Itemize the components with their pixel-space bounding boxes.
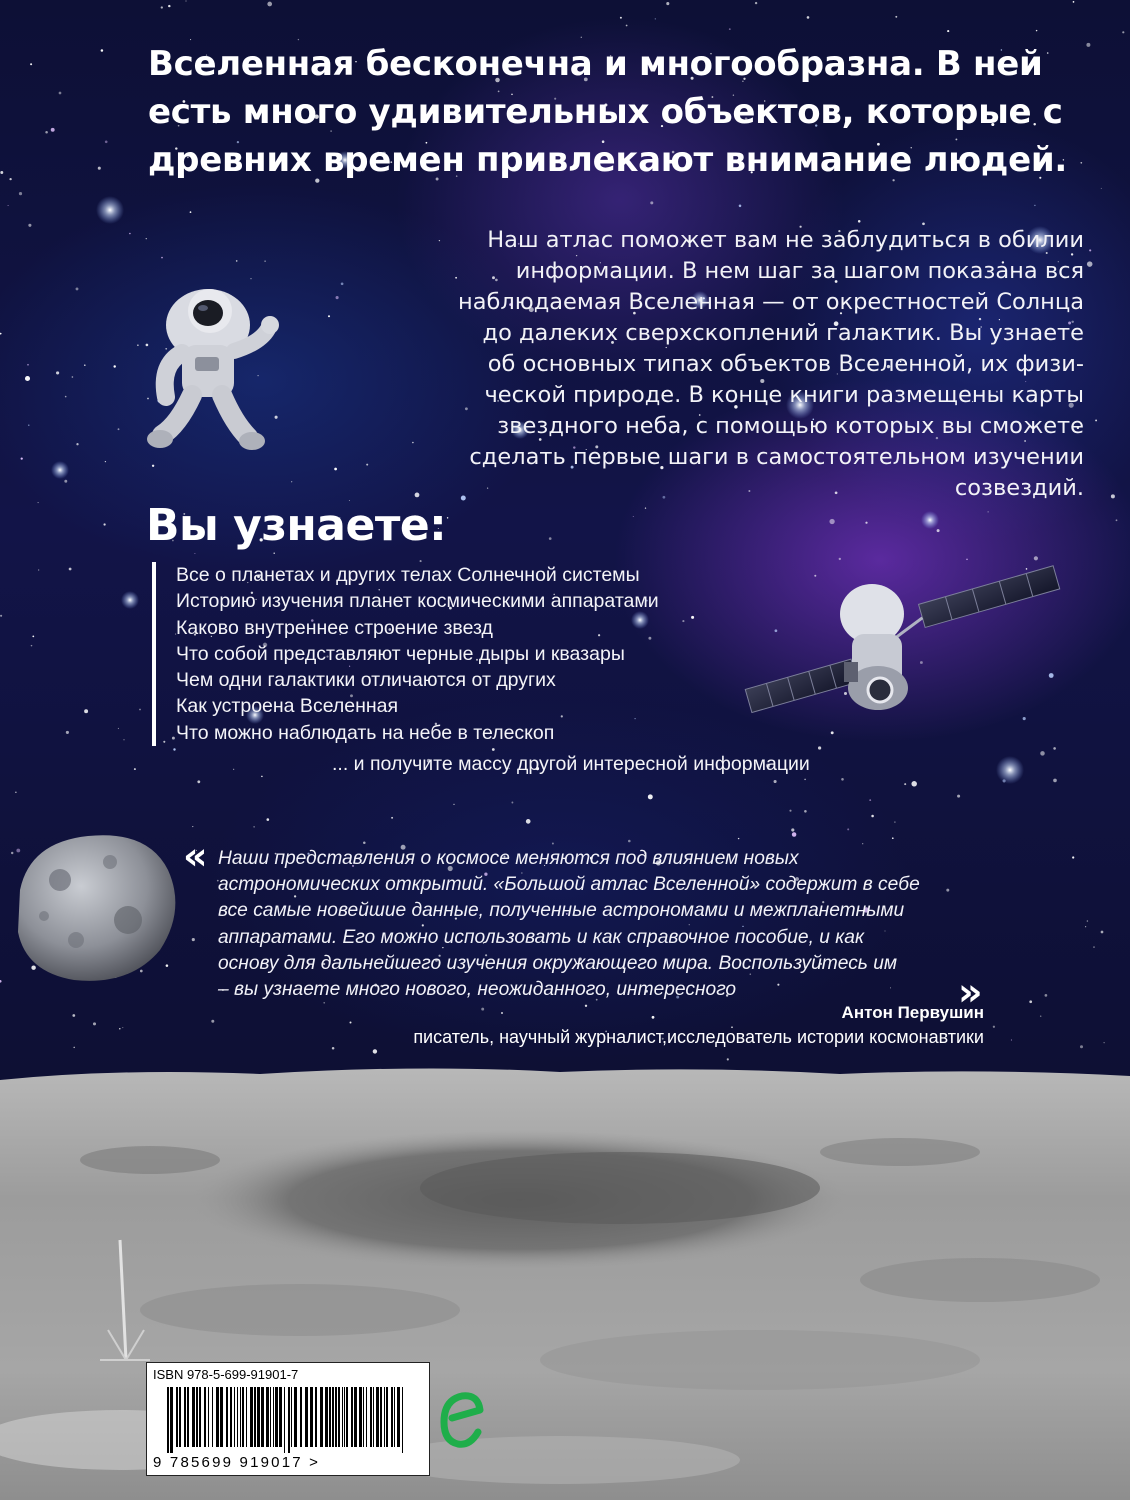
quote-author-role: писатель, научный журналист,исследователь истории космонавтики <box>413 1027 984 1047</box>
quote-line: Наши представления о космосе меняются под влиянием новых <box>218 848 799 869</box>
intro-line: звездного неба, с помощью которых вы сможете <box>497 413 1084 439</box>
intro-line: ческой природе. В конце книги размещены карты <box>484 382 1084 408</box>
list-item: Историю изучения планет космическими аппаратами <box>176 590 659 613</box>
intro-line: об основных типах объектов Вселенной, их физи- <box>487 351 1084 377</box>
list-item: Все о планетах и других телах Солнечной системы <box>176 564 640 586</box>
intro-line: созвездий. <box>954 475 1084 501</box>
list-item: Что можно наблюдать на небе в телескоп <box>176 721 555 744</box>
quote-line: основу для дальнейшего изучения окружающего мира. Воспользуйтесь им <box>218 952 898 974</box>
intro-line: информации. В нем шаг за шагом показана вся <box>515 258 1084 284</box>
learn-list <box>152 562 796 746</box>
quote-close-mark: » <box>958 970 983 1014</box>
intro-line: наблюдаемая Вселенная — от окрестностей Солнца <box>458 289 1084 315</box>
quote-author: Антон Первушин <box>841 1003 984 1022</box>
eksmo-e-logo-icon <box>440 1388 484 1450</box>
list-item: Каково внутреннее строение звезд <box>176 616 493 639</box>
quote-line: астрономических открытий. «Большой атлас Вселенной» содержит в себе <box>218 874 920 896</box>
barcode-bars <box>167 1387 409 1453</box>
learn-section-title: Вы узнаете: <box>146 500 447 551</box>
quote-open-mark: « <box>183 834 208 878</box>
quote-line: – вы узнаете много нового, неожиданного, интересного <box>218 979 737 1001</box>
asteroid-illustration <box>18 835 175 981</box>
headline: Вселенная бесконечна и многообразна. В ней есть много удивительных объектов, которые с древних времен привлекают внимание людей. <box>148 44 1067 180</box>
intro-line: сделать первые шаги в самостоятельном изучении <box>469 444 1084 470</box>
isbn-text: ISBN 978-5-699-91901-7 <box>153 1367 299 1382</box>
list-item: Что собой представляют черные дыры и квазары <box>176 642 625 665</box>
intro-line: до далеких сверхскоплений галактик. Вы узнаете <box>482 320 1084 346</box>
learn-more-text: ... и получите массу другой интересной информации <box>332 753 810 775</box>
quote-line: все самые новейшие данные, полученные астрономами и межпланетными <box>218 900 905 922</box>
quote-text <box>218 846 978 1003</box>
barcode-digits: 9 785699 919017 > <box>153 1454 321 1471</box>
intro-line: Наш атлас поможет вам не заблудиться в обилии <box>487 227 1084 253</box>
list-item: Чем одни галактики отличаются от других <box>176 669 556 692</box>
intro-paragraph <box>200 225 1084 504</box>
list-item: Как устроена Вселенная <box>176 695 399 718</box>
quote-line: аппаратами. Его можно использовать и как справочное пособие, и как <box>218 926 865 948</box>
isbn-barcode <box>146 1362 430 1476</box>
